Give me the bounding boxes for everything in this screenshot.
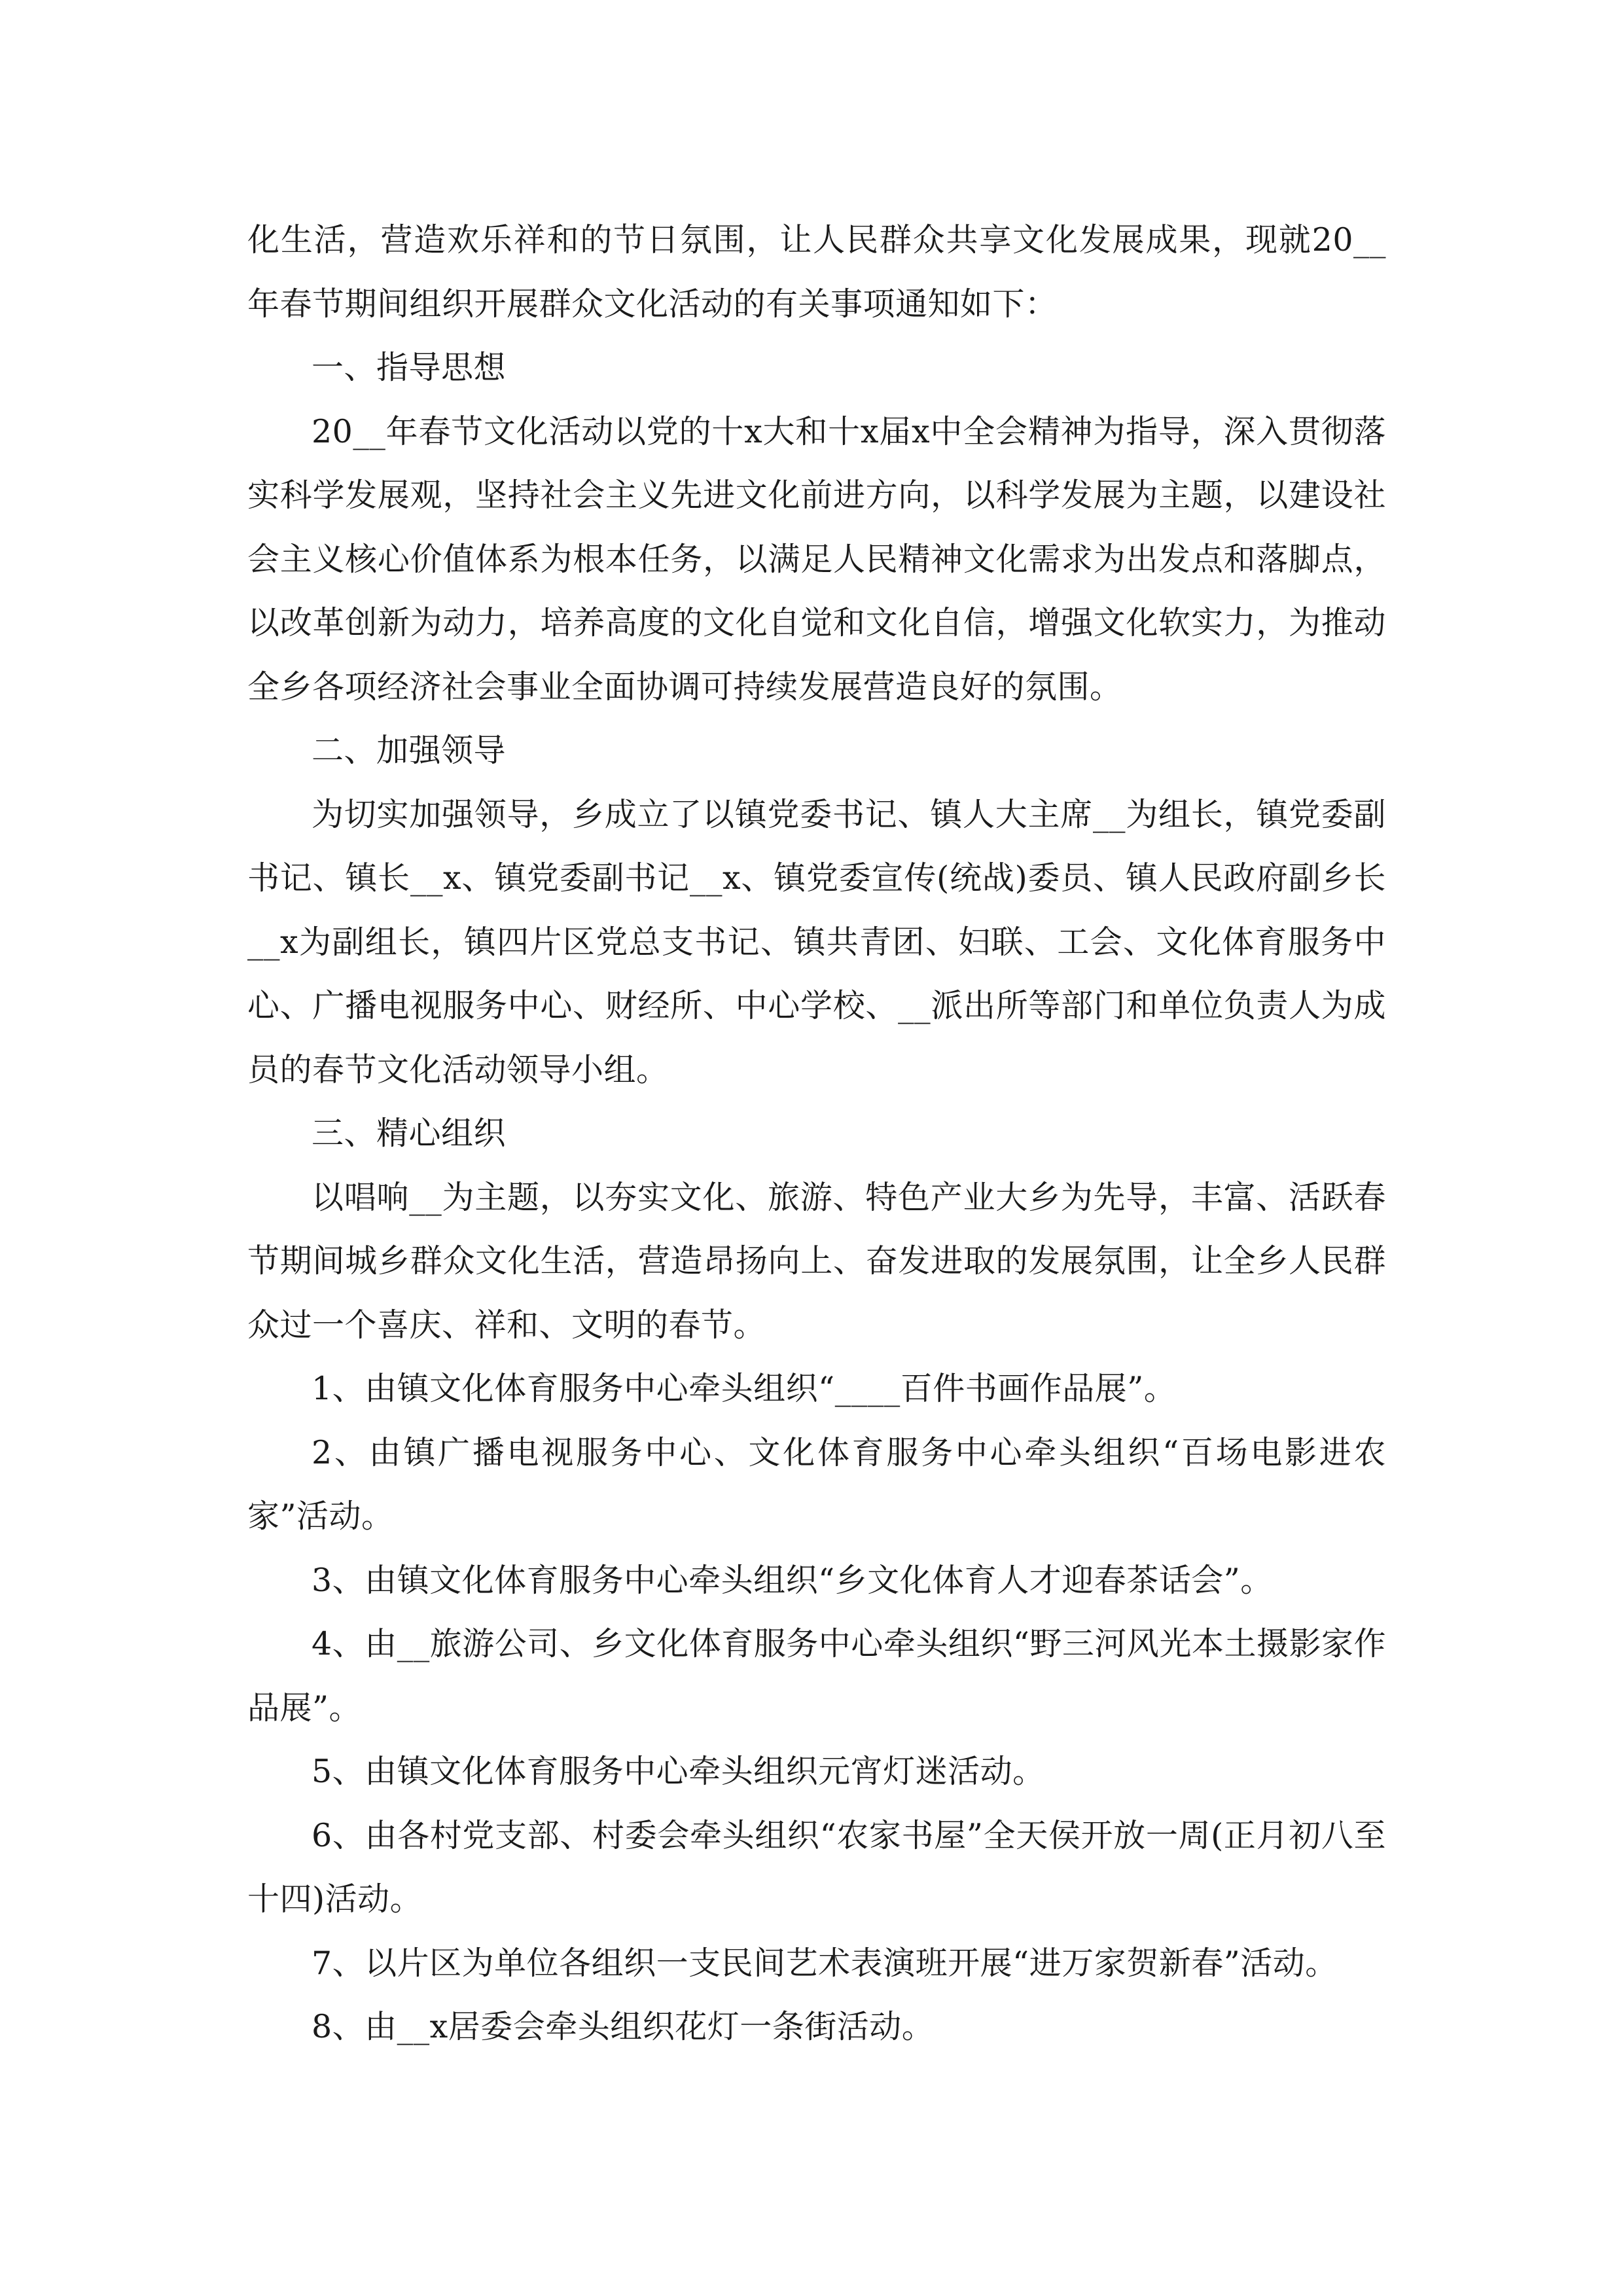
section-heading-organization: 三、精心组织 — [312, 1115, 507, 1152]
list-item-3: 3、由镇文化体育服务中心牵头组织“乡文化体育人才迎春茶话会”。 — [312, 1561, 1273, 1599]
paragraph-intro-continued: 化生活，营造欢乐祥和的节日氛围，让人民群众共享文化发展成果，现就20__年春节期间组织开展群众文化活动的有关事项通知如下： — [247, 221, 1386, 323]
section-heading-guiding-thought: 一、指导思想 — [312, 349, 507, 386]
list-item-8: 8、由__x居委会牵头组织花灯一条街活动。 — [312, 2008, 935, 2045]
document-body — [247, 208, 1386, 2059]
list-item-6: 6、由各村党支部、村委会牵头组织“农家书屋”全天侯开放一周(正月初八至十四)活动。 — [247, 1816, 1386, 1918]
section-heading-leadership: 二、加强领导 — [312, 732, 507, 769]
paragraph-organization: 以唱响__为主题，以夯实文化、旅游、特色产业大乡为先导，丰富、活跃春节期间城乡群众文化生活，营造昂扬向上、奋发进取的发展氛围，让全乡人民群众过一个喜庆、祥和、文明的春节。 — [247, 1178, 1386, 1344]
list-item-5: 5、由镇文化体育服务中心牵头组织元宵灯迷活动。 — [312, 1753, 1045, 1790]
list-item-1: 1、由镇文化体育服务中心牵头组织“____百件书画作品展”。 — [312, 1370, 1177, 1407]
list-item-2: 2、由镇广播电视服务中心、文化体育服务中心牵头组织“百场电影进农家”活动。 — [247, 1433, 1386, 1535]
paragraph-guiding-thought: 20__年春节文化活动以党的十x大和十x届x中全会精神为指导，深入贯彻落实科学发展观，坚持社会主义先进文化前进方向，以科学发展为主题，以建设社会主义核心价值体系为根本任务，以满足人民精神文化需求为出发点和落脚点，以改革创新为动力，培养高度的文化自觉和文化自信，增强文化软实力，为推动全乡各项经济社会事业全面协调可持续发展营造良好的氛围。 — [247, 412, 1386, 706]
paragraph-leadership: 为切实加强领导，乡成立了以镇党委书记、镇人大主席__为组长，镇党委副书记、镇长__x、镇党委副书记__x、镇党委宣传(统战)委员、镇人民政府副乡长__x为副组长，镇四片区党总支书记、镇共青团、妇联、工会、文化体育服务中心、广播电视服务中心、财经所、中心学校、__派出所等部门和单位负责人为成员的春节文化活动领导小组。 — [247, 795, 1386, 1088]
list-item-4: 4、由__旅游公司、乡文化体育服务中心牵头组织“野三河风光本土摄影家作品展”。 — [247, 1625, 1386, 1727]
list-item-7: 7、以片区为单位各组织一支民间艺术表演班开展“进万家贺新春”活动。 — [312, 1944, 1338, 1982]
